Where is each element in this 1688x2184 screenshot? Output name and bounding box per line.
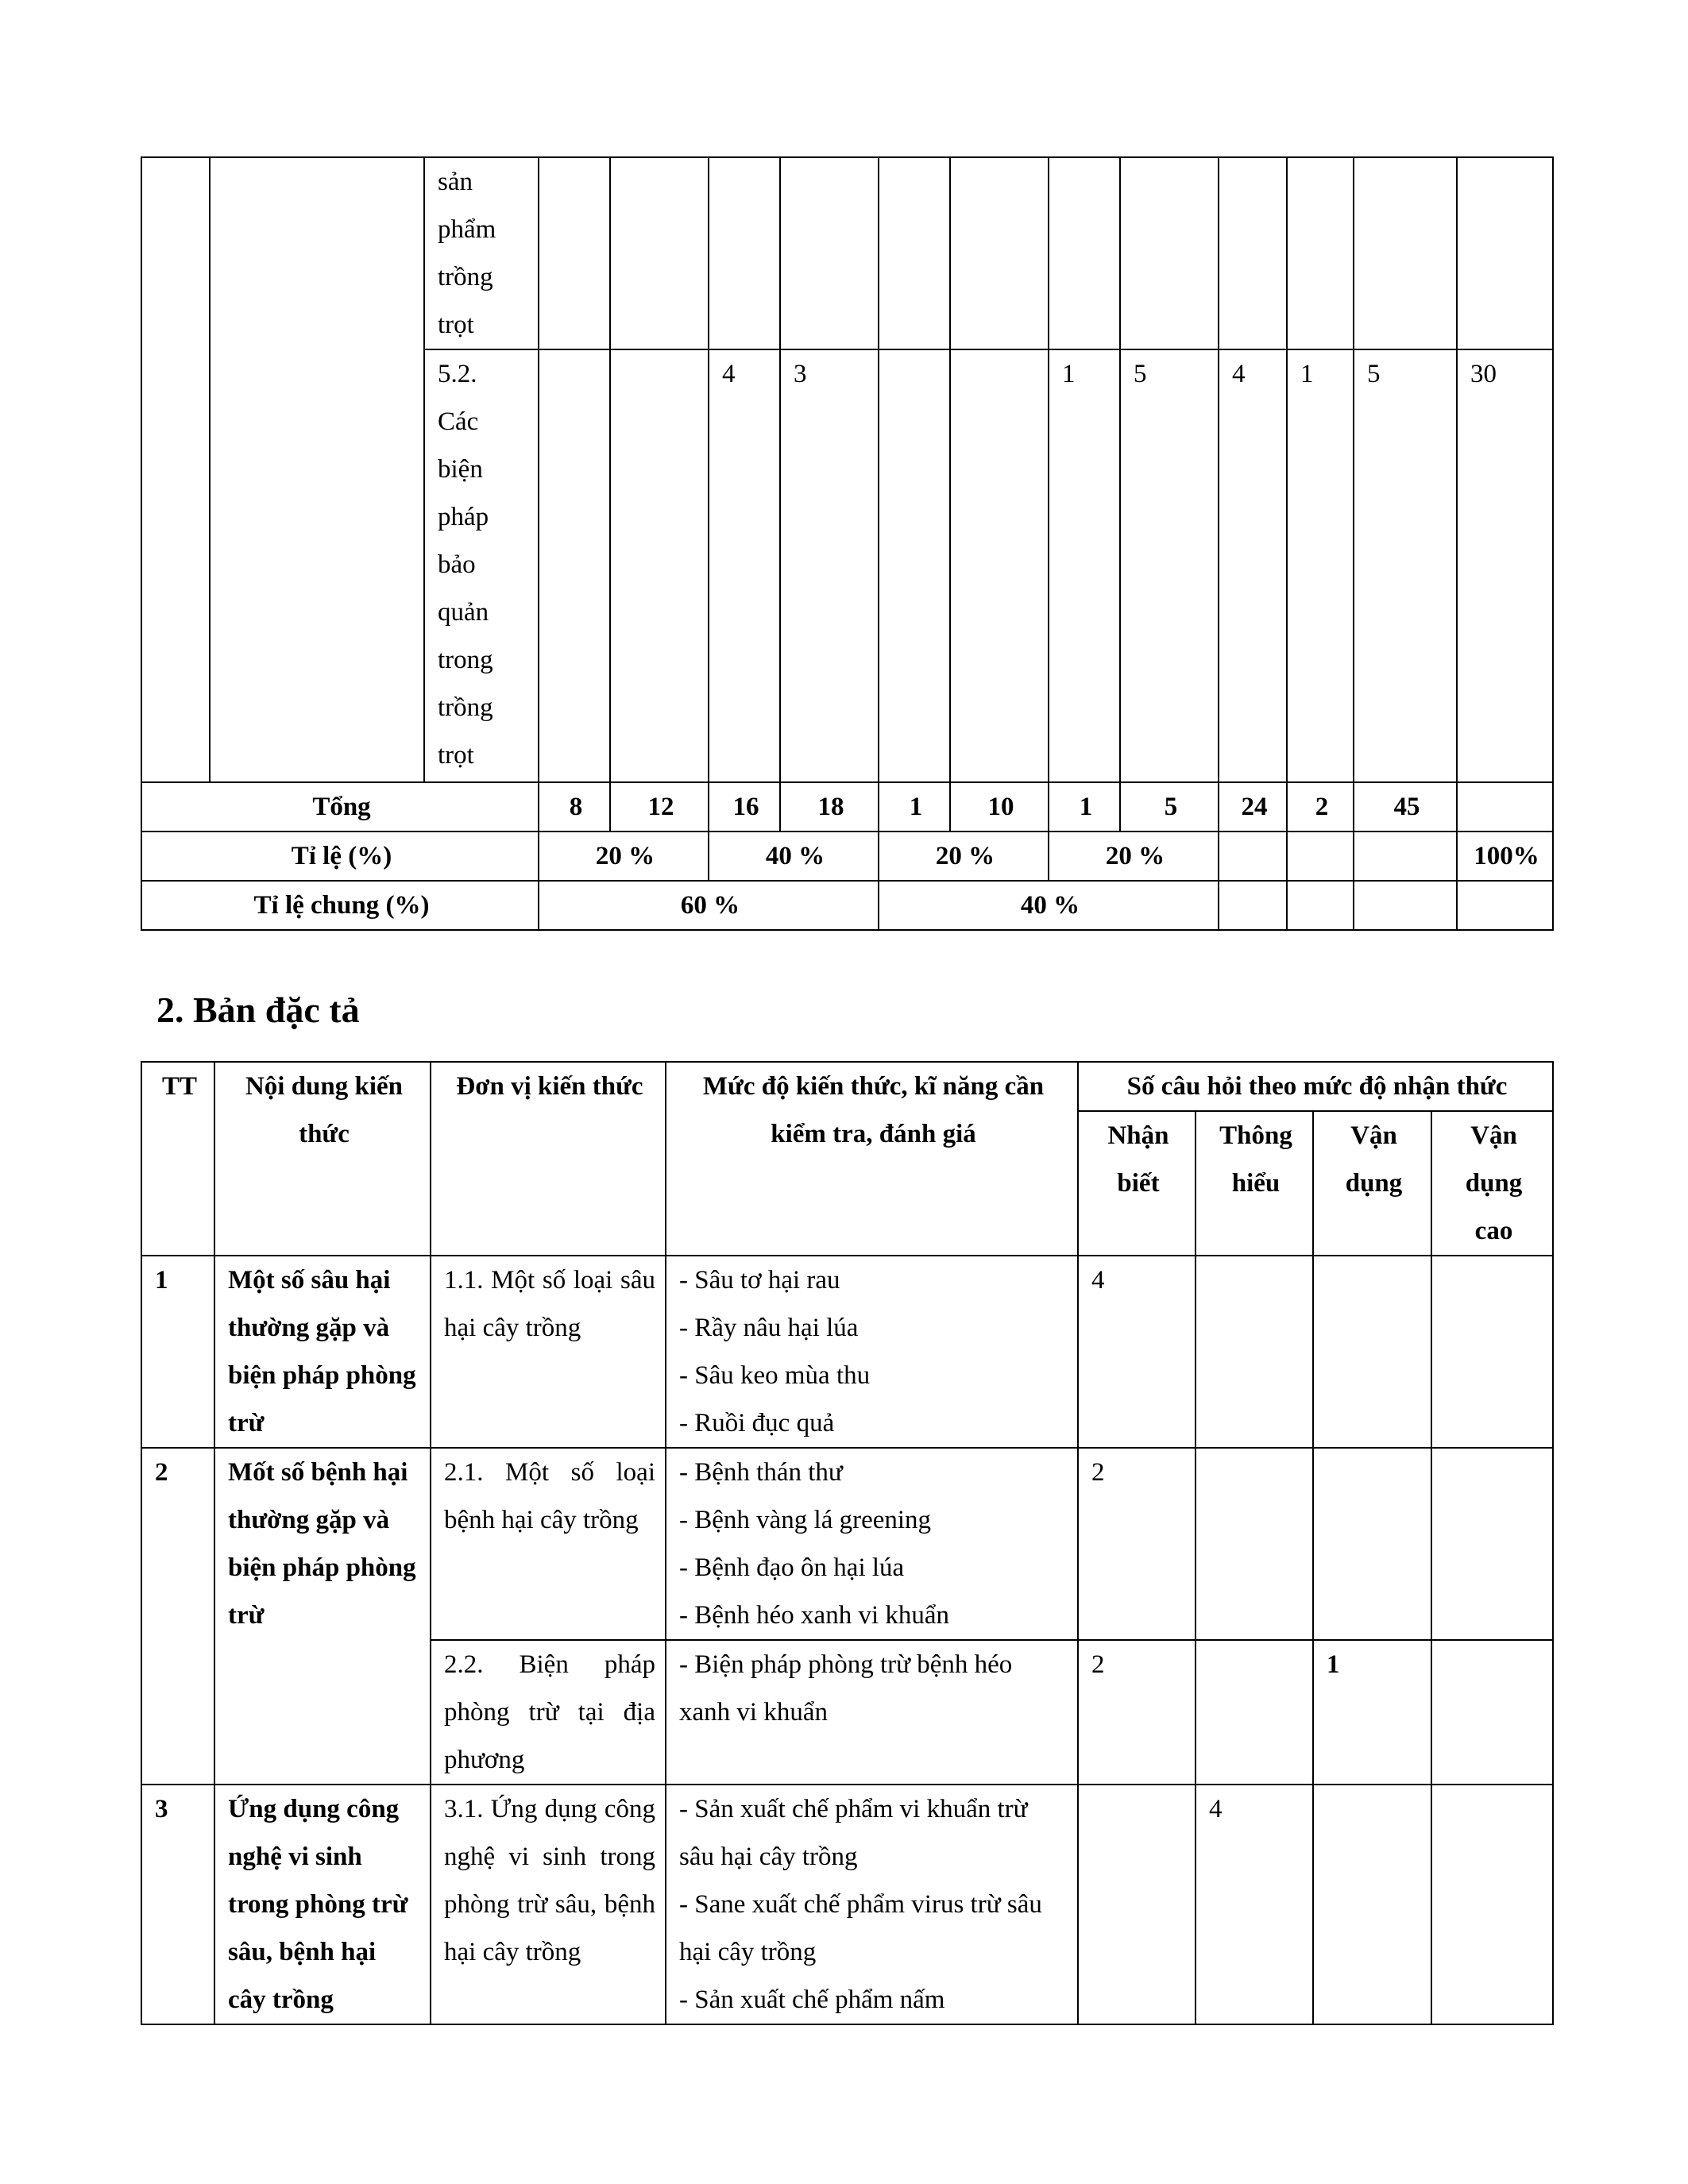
list-item: - Sâu tơ hại rau: [679, 1266, 840, 1295]
cell: [610, 349, 709, 782]
ratio-row: [141, 832, 1553, 881]
list-item: - Sane xuất chế phẩm virus trừ sâu hại cây trồng: [679, 1890, 1042, 1966]
cell: 24: [1219, 782, 1287, 832]
cell: [780, 157, 879, 349]
cell: 8: [539, 782, 610, 832]
row-nb: 4: [1078, 1256, 1196, 1448]
cell: [1120, 157, 1219, 349]
cell: [1287, 832, 1354, 881]
label-line: 5.2.: [438, 360, 477, 388]
cell: [539, 157, 610, 349]
row-unit: 2.2. Biện pháp phòng trừ tại địa phương: [431, 1640, 666, 1785]
ratio-total: 100%: [1457, 832, 1553, 881]
cell: 4: [709, 349, 780, 782]
label-line: trọt: [438, 741, 474, 770]
row-vd: [1313, 1448, 1431, 1640]
label-line: trọt: [438, 311, 474, 339]
row-nb: 2: [1078, 1448, 1196, 1640]
row-vd: [1313, 1256, 1431, 1448]
header-level: Mức độ kiến thức, kĩ năng cần kiểm tra, đánh giá: [666, 1062, 1078, 1256]
header-row: [141, 1062, 1553, 1111]
ratio-group: 20 %: [1049, 832, 1219, 881]
ratio-group: 20 %: [539, 832, 709, 881]
table-row: [141, 157, 1553, 349]
label-line: bảo: [438, 550, 476, 579]
cell: 1: [1287, 349, 1354, 782]
cell: 5: [1120, 349, 1219, 782]
cell: [1287, 157, 1354, 349]
total-row: [141, 782, 1553, 832]
row-items: [666, 1640, 1078, 1785]
row-content: Mốt số bệnh hại thường gặp và biện pháp phòng trừ: [214, 1448, 431, 1785]
cell: [950, 157, 1049, 349]
cell-content: [210, 157, 424, 782]
row-vd: [1313, 1785, 1431, 2024]
row-th: [1196, 1256, 1313, 1448]
cell: 45: [1354, 782, 1457, 832]
row-vdc: [1431, 1448, 1553, 1640]
cell: [539, 349, 610, 782]
label-line: pháp: [438, 503, 489, 531]
list-item: - Bệnh vàng lá greening: [679, 1506, 932, 1534]
table-row: [141, 1448, 1553, 1640]
header-content: Nội dung kiến thức: [214, 1062, 431, 1256]
list-item: - Bệnh đạo ôn hại lúa: [679, 1553, 905, 1582]
row-content: Một số sâu hại thường gặp và biện pháp phòng trừ: [214, 1256, 431, 1448]
row-th: [1196, 1640, 1313, 1785]
cell: [1457, 157, 1553, 349]
cell: 1: [1049, 349, 1120, 782]
cell: [610, 157, 709, 349]
row-nb: [1078, 1785, 1196, 2024]
ratio-label: Tỉ lệ (%): [141, 832, 539, 881]
ratio-group: 20 %: [879, 832, 1049, 881]
list-item: - Rầy nâu hại lúa: [679, 1314, 859, 1342]
label-line: trong: [438, 646, 493, 674]
label-line: quản: [438, 598, 489, 627]
cell: 1: [879, 782, 950, 832]
row-unit: 1.1. Một số loại sâu hại cây trồng: [431, 1256, 666, 1448]
cell: [1287, 881, 1354, 930]
label-line: phẩm: [438, 215, 496, 244]
row-th: [1196, 1448, 1313, 1640]
cell-tt: [141, 157, 210, 782]
row-items: [666, 1785, 1078, 2024]
list-item: - Sâu keo mùa thu: [679, 1361, 871, 1390]
table-row: [141, 1256, 1553, 1448]
list-item: - Bệnh thán thư: [679, 1458, 843, 1487]
row-items: [666, 1448, 1078, 1640]
header-nhan-biet: Nhận biết: [1078, 1111, 1196, 1256]
label-line: Các: [438, 407, 479, 436]
cell: 12: [610, 782, 709, 832]
label-line: trồng: [438, 263, 493, 291]
list-item: - Sản xuất chế phẩm nấm: [679, 1985, 945, 2014]
row-tt: 1: [141, 1256, 214, 1448]
cell: [709, 157, 780, 349]
header-tt: TT: [141, 1062, 214, 1256]
total-label: Tổng: [141, 782, 539, 832]
row-items: [666, 1256, 1078, 1448]
ratio-group: 40 %: [709, 832, 879, 881]
cell-unit-label: [424, 157, 539, 349]
matrix-table: [141, 156, 1554, 931]
cell-unit-label: [424, 349, 539, 782]
label-line: biện: [438, 455, 483, 484]
cell: 5: [1354, 349, 1457, 782]
row-tt: 3: [141, 1785, 214, 2024]
table-row: [141, 1785, 1553, 2024]
cell: [1354, 832, 1457, 881]
cell: 30: [1457, 349, 1553, 782]
cell: [1457, 782, 1553, 832]
row-vdc: [1431, 1785, 1553, 2024]
row-th: 4: [1196, 1785, 1313, 2024]
label-line: sản: [438, 168, 473, 196]
row-vdc: [1431, 1256, 1553, 1448]
section-heading: 2. Bản đặc tả: [156, 990, 360, 1030]
list-item: - Bệnh héo xanh vi khuẩn: [679, 1601, 950, 1630]
cell: [1354, 157, 1457, 349]
cell: [1457, 881, 1553, 930]
cell: [1219, 157, 1287, 349]
general-ratio-label: Tỉ lệ chung (%): [141, 881, 539, 930]
cell: 1: [1049, 782, 1120, 832]
cell: 4: [1219, 349, 1287, 782]
spec-table: [141, 1061, 1554, 2025]
cell: [1219, 832, 1287, 881]
cell: 10: [950, 782, 1049, 832]
header-count-group: Số câu hỏi theo mức độ nhận thức: [1078, 1062, 1553, 1111]
cell: [879, 349, 950, 782]
list-item: - Ruồi đục quả: [679, 1409, 835, 1437]
row-nb: 2: [1078, 1640, 1196, 1785]
cell: 18: [780, 782, 879, 832]
cell: 16: [709, 782, 780, 832]
row-unit: 2.1. Một số loại bệnh hại cây trồng: [431, 1448, 666, 1640]
general-ratio-row: [141, 881, 1553, 930]
general-ratio-group: 60 %: [539, 881, 879, 930]
cell: 3: [780, 349, 879, 782]
header-van-dung: Vận dụng: [1313, 1111, 1431, 1256]
row-vd: 1: [1313, 1640, 1431, 1785]
row-vdc: [1431, 1640, 1553, 1785]
general-ratio-group: 40 %: [879, 881, 1219, 930]
header-van-dung-cao: Vận dụng cao: [1431, 1111, 1553, 1256]
cell: 2: [1287, 782, 1354, 832]
cell: [950, 349, 1049, 782]
list-item: - Sản xuất chế phẩm vi khuẩn trừ sâu hại cây trồng: [679, 1795, 1028, 1871]
cell: [1219, 881, 1287, 930]
header-unit: Đơn vị kiến thức: [431, 1062, 666, 1256]
header-thong-hieu: Thông hiểu: [1196, 1111, 1313, 1256]
row-unit: 3.1. Ứng dụng công nghệ vi sinh trong phòng trừ sâu, bệnh hại cây trồng: [431, 1785, 666, 2024]
list-item: - Biện pháp phòng trừ bệnh héo xanh vi khuẩn: [679, 1650, 1013, 1727]
cell: 5: [1120, 782, 1219, 832]
row-content: Ứng dụng công nghệ vi sinh trong phòng trừ sâu, bệnh hại cây trồng: [214, 1785, 431, 2024]
row-tt: 2: [141, 1448, 214, 1785]
cell: [1354, 881, 1457, 930]
cell: [1049, 157, 1120, 349]
label-line: trồng: [438, 693, 493, 722]
cell: [879, 157, 950, 349]
